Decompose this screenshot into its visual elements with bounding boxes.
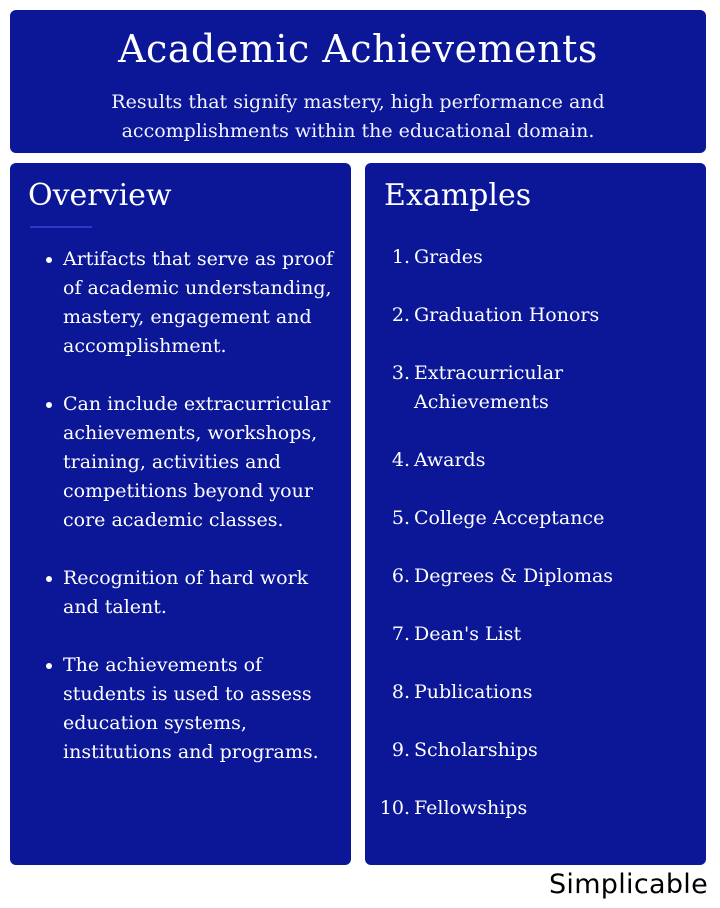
example-item [365, 562, 706, 591]
example-label: Graduation Honors [414, 304, 600, 326]
example-item [365, 446, 706, 475]
overview-item: Recognition of hard work and talent. [46, 564, 342, 622]
example-number: 7. [391, 623, 410, 645]
example-item [365, 736, 706, 765]
example-number: 9. [391, 739, 410, 761]
examples-heading: Examples [384, 178, 532, 213]
example-number: 1. [391, 246, 410, 268]
example-item [365, 359, 706, 417]
example-label: Awards [414, 449, 486, 471]
overview-heading: Overview [28, 178, 172, 213]
heading-divider [30, 226, 92, 228]
example-label: Degrees & Diplomas [414, 565, 614, 587]
example-number: 5. [391, 507, 410, 529]
example-label: Fellowships [414, 797, 528, 819]
example-label: Dean's List [414, 623, 522, 645]
overview-item: Can include extracurricular achievements, workshops, training, activities and competitions beyond your core academic classes. [46, 390, 342, 535]
page-title: Academic Achievements [118, 27, 598, 71]
overview-item: The achievements of students is used to assess education systems, institutions and programs. [46, 651, 342, 767]
example-label: College Acceptance [414, 507, 605, 529]
example-number: 10. [379, 797, 410, 819]
overview-item: Artifacts that serve as proof of academic understanding, mastery, engagement and accomplishment. [46, 245, 342, 361]
page-subtitle: Results that signify mastery, high performance and accomplishments within the educational domain. [111, 91, 605, 142]
example-item [365, 301, 706, 330]
example-item [365, 678, 706, 707]
example-label: Extracurricular Achievements [414, 362, 564, 413]
example-label: Publications [414, 681, 533, 703]
example-item [365, 243, 706, 272]
example-item [365, 620, 706, 649]
overview-panel [10, 163, 351, 865]
example-item [365, 794, 706, 823]
examples-panel [365, 163, 706, 865]
example-item [365, 504, 706, 533]
examples-list [365, 243, 706, 852]
example-number: 4. [391, 449, 410, 471]
example-number: 8. [391, 681, 410, 703]
brand-logo: Simplicable [548, 869, 708, 900]
example-label: Scholarships [414, 739, 538, 761]
example-label: Grades [414, 246, 483, 268]
overview-list [46, 245, 342, 796]
example-number: 2. [391, 304, 410, 326]
example-number: 3. [391, 362, 410, 384]
example-number: 6. [391, 565, 410, 587]
header-panel [10, 10, 706, 153]
